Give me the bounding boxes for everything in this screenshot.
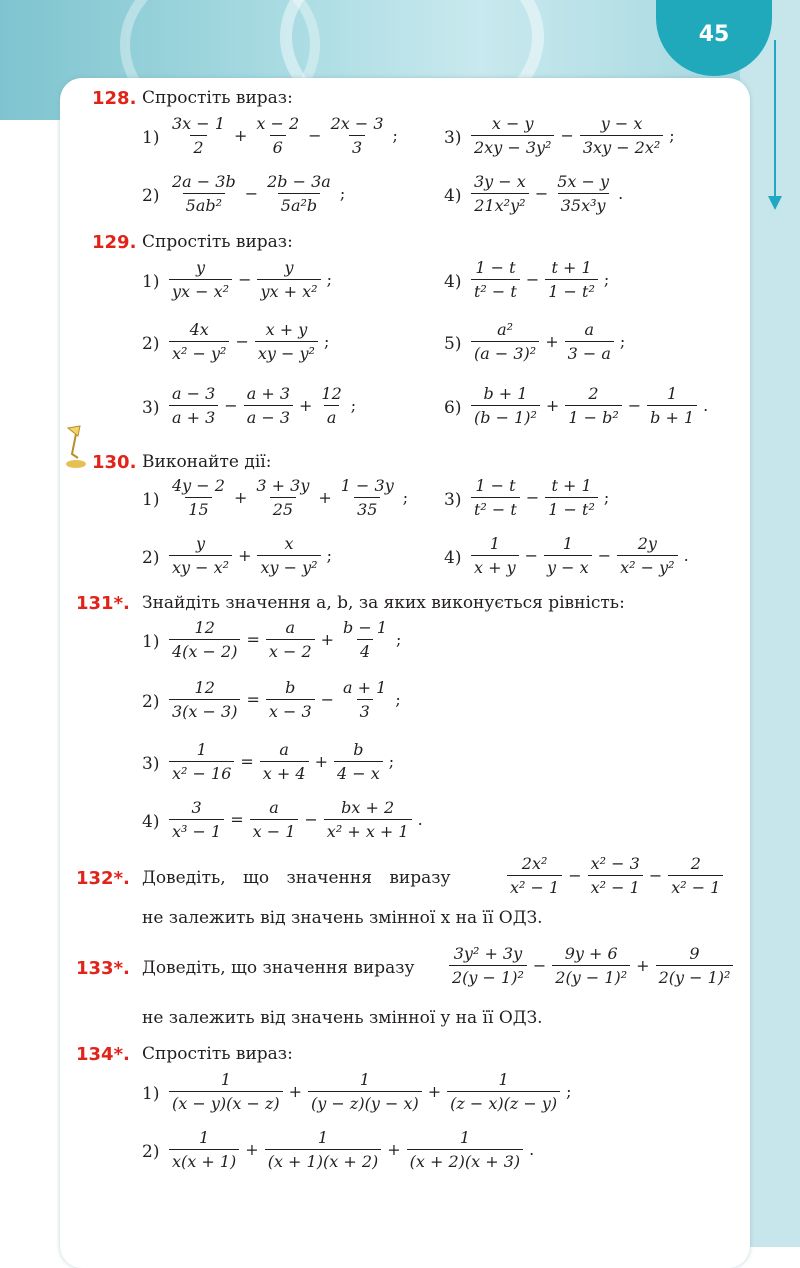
formula: $\frac{1}{x + y}$ − $\frac{1}{y - x}$ − $\frac{2y}{\text{x² − y²}}$ . bbox=[468, 534, 692, 577]
problem-number: 131*. bbox=[76, 593, 130, 614]
formula: $\frac{x - y}{\text{2xy − 3y²}}$ − $\frac{y - x}{\text{3xy − 2x²}}$ ; bbox=[468, 114, 678, 157]
formula: $\frac{\text{a²}}{\text{(a − 3)²}}$ + $\frac{a}{3 - a}$ ; bbox=[468, 320, 628, 363]
item-label: 3) bbox=[142, 398, 160, 418]
formula: $\frac{y}{\text{yx − x²}}$ − $\frac{y}{\text{yx + x²}}$ ; bbox=[166, 258, 335, 301]
formula: $\frac{\text{3y² + 3y}}{\text{2(y − 1)²}}$ − $\frac{9y + 6}{\text{2(y − 1)²}}$ + $\frac{9}{\text{2(y − 1)²}}$ bbox=[446, 944, 736, 987]
item-label: 5) bbox=[444, 334, 462, 354]
formula: $\frac{1}{\text{x² − 16}}$ = $\frac{a}{x + 4}$ + $\frac{b}{4 - x}$ ; bbox=[166, 740, 397, 783]
problem-number: 129. bbox=[92, 232, 137, 253]
formula: $\frac{4x}{\text{x² − y²}}$ − $\frac{x + y}{\text{xy − y²}}$ ; bbox=[166, 320, 332, 363]
item-label: 4) bbox=[444, 272, 462, 292]
item-label: 2) bbox=[142, 548, 160, 568]
problem-text: Спростіть вираз: bbox=[142, 232, 293, 252]
item-label: 2) bbox=[142, 692, 160, 712]
margin-line bbox=[774, 40, 776, 198]
item-label: 1) bbox=[142, 1084, 160, 1104]
item-label: 3) bbox=[444, 490, 462, 510]
problem-number: 128. bbox=[92, 88, 137, 109]
item-label: 2) bbox=[142, 334, 160, 354]
item-label: 3) bbox=[142, 754, 160, 774]
formula: $\frac{a - 3}{a + 3}$ − $\frac{a + 3}{a - 3}$ + $\frac{12}{a}$ ; bbox=[166, 384, 359, 427]
formula: $\frac{12}{3(x - 3)}$ = $\frac{b}{x - 3}$ − $\frac{a + 1}{3}$ ; bbox=[166, 678, 404, 721]
problem-text-continued: не залежить від значень змінної y на її ОДЗ. bbox=[142, 1008, 543, 1028]
item-label: 4) bbox=[444, 548, 462, 568]
formula: $\frac{1}{(x - y)(x - z)}$ + $\frac{1}{(y - z)(y - x)}$ + $\frac{1}{(z - x)(z - y)}$ ; bbox=[166, 1070, 575, 1113]
item-label: 1) bbox=[142, 490, 160, 510]
formula: $\frac{12}{4(x - 2)}$ = $\frac{a}{x - 2}$ + $\frac{b - 1}{4}$ ; bbox=[166, 618, 404, 661]
item-label: 3) bbox=[444, 128, 462, 148]
formula: $\frac{y}{\text{xy − x²}}$ + $\frac{x}{\text{xy − y²}}$ ; bbox=[166, 534, 335, 577]
formula: $\frac{\text{2x²}}{\text{x² − 1}}$ − $\frac{\text{x² − 3}}{\text{x² − 1}}$ − $\frac{2}{\text{x² − 1}}$ bbox=[504, 854, 726, 897]
problem-text: Знайдіть значення a, b, за яких виконується рівність: bbox=[142, 593, 625, 613]
formula: $\frac{2a - 3b}{\text{5ab²}}$ − $\frac{2b - 3a}{\text{5a²b}}$ ; bbox=[172, 172, 346, 215]
formula: $\frac{3y - x}{\text{21x²y²}}$ − $\frac{5x - y}{\text{35x³y}}$ . bbox=[468, 172, 626, 215]
formula: $\frac{1 - t}{\text{t² − t}}$ − $\frac{t + 1}{\text{1 − t²}}$ ; bbox=[468, 476, 612, 519]
problem-text: Виконайте дії: bbox=[142, 452, 272, 472]
item-label: 4) bbox=[444, 186, 462, 206]
problem-text: Доведіть, що значення виразу bbox=[142, 958, 415, 978]
item-label: 2) bbox=[142, 1142, 160, 1162]
problem-number: 133*. bbox=[76, 958, 130, 979]
lamp-icon bbox=[64, 424, 88, 470]
problem-text: Спростіть вираз: bbox=[142, 1044, 293, 1064]
item-label: 1) bbox=[142, 272, 160, 292]
problem-text: Доведіть, що значення виразу bbox=[142, 868, 451, 888]
formula: $\frac{b + 1}{\text{(b − 1)²}}$ + $\frac{2}{\text{1 − b²}}$ − $\frac{1}{b + 1}$ . bbox=[468, 384, 711, 427]
formula: $\frac{1 - t}{\text{t² − t}}$ − $\frac{t + 1}{\text{1 − t²}}$ ; bbox=[468, 258, 612, 301]
arrow-down-icon bbox=[768, 196, 782, 210]
item-label: 6) bbox=[444, 398, 462, 418]
item-label: 1) bbox=[142, 128, 160, 148]
formula: $\frac{3}{\text{x³ − 1}}$ = $\frac{a}{x - 1}$ − $\frac{bx + 2}{\text{x² + x + 1}}$ . bbox=[166, 798, 426, 841]
problem-text: Спростіть вираз: bbox=[142, 88, 293, 108]
formula: $\frac{1}{x(x + 1)}$ + $\frac{1}{(x + 1)(x + 2)}$ + $\frac{1}{(x + 2)(x + 3)}$ . bbox=[166, 1128, 537, 1171]
item-label: 1) bbox=[142, 632, 160, 652]
formula: $\frac{4y - 2}{15}$ + $\frac{3 + 3y}{25}$ + $\frac{1 - 3y}{35}$ ; bbox=[172, 476, 409, 519]
problem-number: 130. bbox=[92, 452, 137, 473]
item-label: 2) bbox=[142, 186, 160, 206]
page-number: 45 bbox=[698, 22, 730, 47]
problem-number: 132*. bbox=[76, 868, 130, 889]
problem-text-continued: не залежить від значень змінної x на її ОДЗ. bbox=[142, 908, 543, 928]
problem-number: 134*. bbox=[76, 1044, 130, 1065]
formula: $\frac{3x - 1}{2}$ + $\frac{x - 2}{6}$ − $\frac{2x - 3}{3}$ ; bbox=[172, 114, 398, 157]
item-label: 4) bbox=[142, 812, 160, 832]
